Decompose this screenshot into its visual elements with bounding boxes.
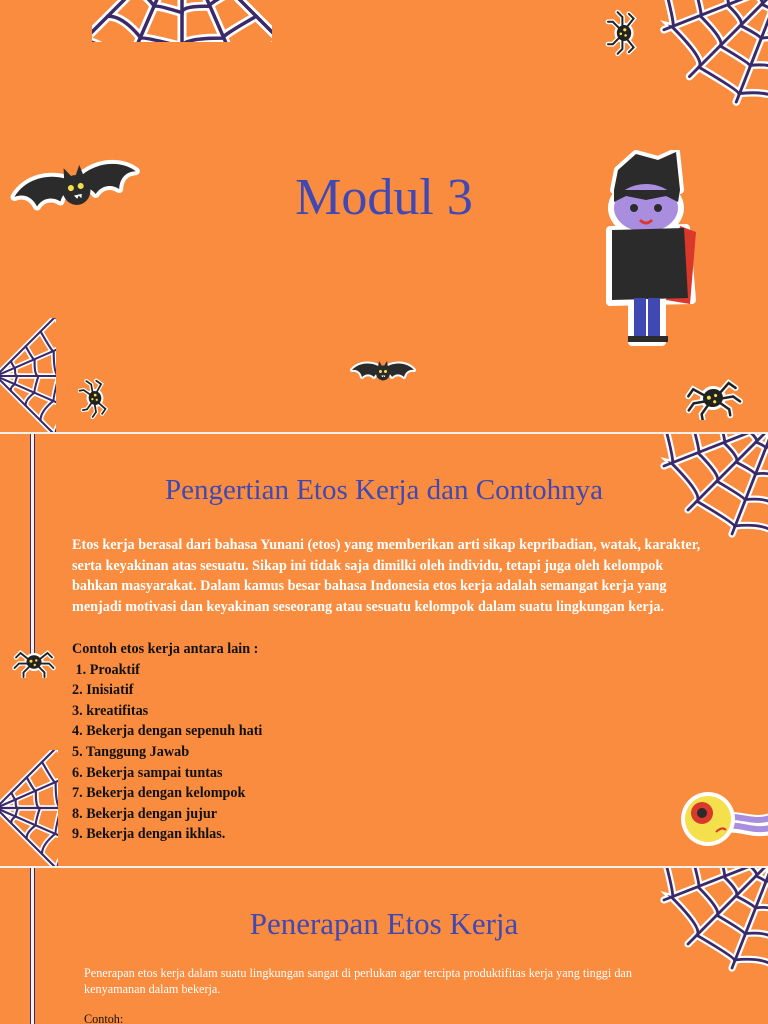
list-item: 8. Bekerja dengan jujur	[72, 805, 218, 822]
list-item: 3. kreatifitas	[72, 702, 149, 719]
spider-web-icon	[0, 750, 58, 866]
section-title: Pengertian Etos Kerja dan Contohnya	[164, 474, 604, 506]
spider-thread	[30, 868, 35, 1024]
slide-3	[0, 868, 768, 1024]
section-paragraph: Penerapan etos kerja dalam suatu lingkungan sangat di perlukan agar tercipta produktifitas kerja yang tinggi dan kenyamanan dalam bekerja.	[84, 966, 632, 996]
slide-2	[0, 434, 768, 866]
list-item: 9. Bekerja dengan ikhlas.	[72, 826, 226, 843]
spider-icon	[78, 376, 112, 420]
section-title: Penerapan Etos Kerja	[249, 906, 519, 941]
example-list	[72, 639, 672, 845]
list-item: 2. Inisiatif	[72, 682, 134, 699]
list-item: 1. Proaktif	[72, 661, 140, 678]
list-item: 4. Bekerja dengan sepenuh hati	[72, 723, 263, 740]
section-paragraph: Etos kerja berasal dari bahasa Yunani (etos) yang memberikan arti sikap kepribadian, watak, karakter, serta keyakinan atas sesuatu. Sikap ini tidak saja dimilki oleh individu, tetapi juga oleh kelompok bahkan masyarakat. Dalam kamus besar bahasa Indonesia etos kerja adalah semangat kerja yang menjadi motivasi dan keyakinan seseorang atau sesuatu kelompok dalam suatu lingkungan kerja.	[72, 537, 701, 615]
spider-web-icon	[92, 0, 272, 42]
list-item: 6. Bekerja sampai tuntas	[72, 764, 223, 781]
list-heading: Contoh etos kerja antara lain :	[72, 641, 259, 657]
spider-web-icon	[0, 318, 56, 432]
vampire-icon	[596, 150, 706, 354]
spider-icon	[604, 8, 644, 58]
bat-icon	[348, 350, 418, 394]
spider-thread	[30, 434, 35, 664]
list-item: 7. Bekerja dengan kelompok	[72, 785, 246, 802]
spider-web-icon	[658, 0, 768, 108]
list-item: 5. Tanggung Jawab	[72, 743, 190, 760]
spider-icon	[12, 646, 56, 678]
page-title: Modul 3	[295, 169, 473, 226]
eyeball-icon	[680, 786, 768, 852]
spider-icon	[682, 376, 744, 420]
slide-1	[0, 0, 768, 432]
example-label: Contoh:	[84, 1012, 124, 1024]
